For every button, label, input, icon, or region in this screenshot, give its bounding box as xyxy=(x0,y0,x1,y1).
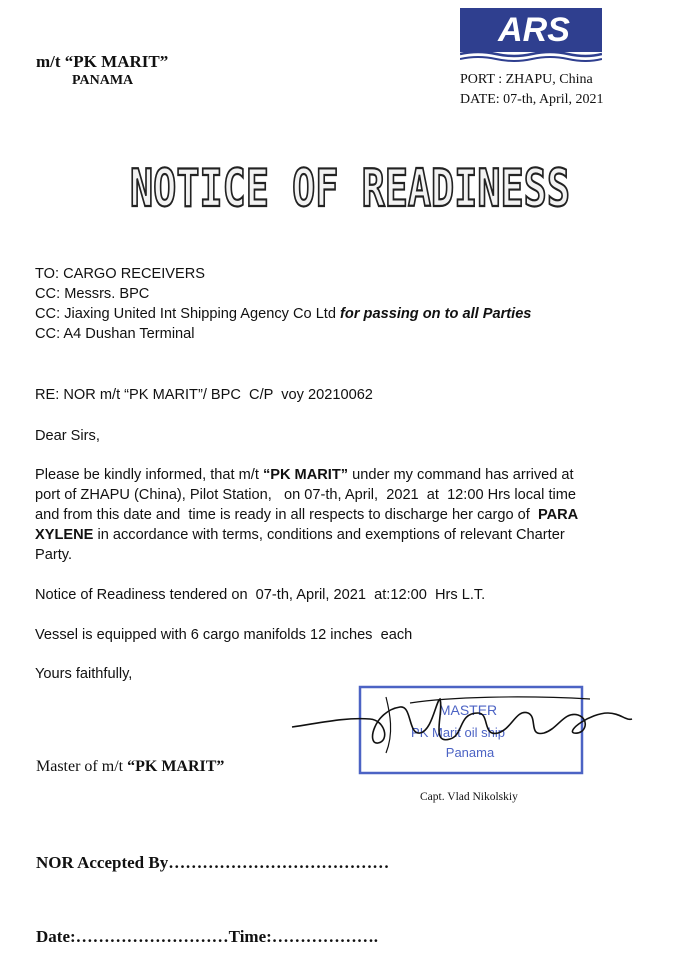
logo-text: ARS xyxy=(498,11,570,49)
stamp-line-3: Panama xyxy=(445,745,495,760)
master-stamp-and-signature xyxy=(290,683,635,783)
addressee-cc-2: CC: Jiaxing United Int Shipping Agency Co Ltd for passing on to all Parties xyxy=(35,306,532,322)
body-paragraph-1: Please be kindly informed, that m/t “PK MARIT” under my command has arrived at port of ZHAPU (China), Pilot Station, on 07-th, April, 2021 at 12:00 Hrs local time and from this date and time is ready in all respects to discharge her cargo of PARA XYLENE in accordance with terms, conditions and exemptions of relevant Charter Party. xyxy=(35,467,579,563)
salutation: Dear Sirs, xyxy=(35,428,100,444)
addressee-list xyxy=(35,264,531,344)
ship-name: m/t “PK MARIT” xyxy=(36,52,169,71)
date-field: Date:……………………… xyxy=(36,927,229,946)
stamp-line-1: MASTER xyxy=(438,702,498,718)
addressee-cc-3: CC: A4 Dushan Terminal xyxy=(35,326,195,342)
stamp-line-2: PK Marit oil ship xyxy=(411,725,505,740)
nor-accepted-line: NOR Accepted By………………………………… xyxy=(36,853,390,872)
captain-name: Capt. Vlad Nikolskiy xyxy=(420,791,518,803)
time-field: Time:………………. xyxy=(228,927,379,946)
document-title xyxy=(0,148,700,228)
master-of-line: Master of m/t “PK MARIT” xyxy=(36,758,225,775)
port-line: PORT : ZHAPU, China xyxy=(460,72,593,87)
re-line: RE: NOR m/t “PK MARIT”/ BPC C/P voy 20210062 xyxy=(35,387,373,403)
title-text: NOTICE OF READINESS xyxy=(130,159,570,219)
closing: Yours faithfully, xyxy=(35,666,133,682)
body-paragraph-3: Vessel is equipped with 6 cargo manifolds 12 inches each xyxy=(35,627,413,643)
addressee-to: TO: CARGO RECEIVERS xyxy=(35,266,206,282)
date-time-line xyxy=(36,927,378,947)
body-paragraph-2: Notice of Readiness tendered on 07-th, April, 2021 at:12:00 Hrs L.T. xyxy=(35,587,486,603)
date-line: DATE: 07-th, April, 2021 xyxy=(460,92,604,107)
company-logo xyxy=(460,8,602,62)
addressee-cc-1: CC: Messrs. BPC xyxy=(35,286,150,302)
ship-flag: PANAMA xyxy=(72,73,134,88)
